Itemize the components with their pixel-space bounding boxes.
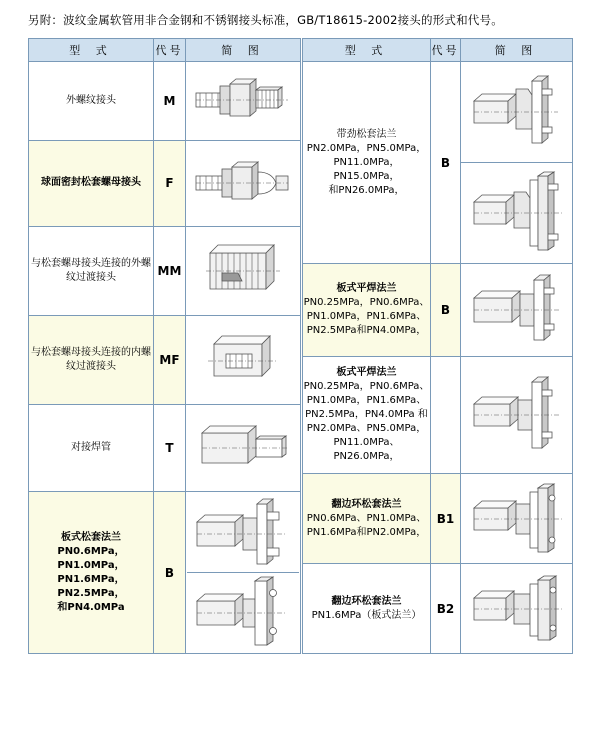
row-name: 对接焊管 <box>29 405 154 492</box>
row-figure <box>186 62 301 141</box>
male-thread-connector-icon <box>186 66 300 136</box>
row-code: B <box>154 492 186 654</box>
row-name: 与松套螺母接头连接的外螺纹过渡接头 <box>29 226 154 315</box>
butt-weld-pipe-icon <box>186 409 300 487</box>
row-code: B1 <box>431 474 461 564</box>
table-row <box>303 564 573 654</box>
row-figure <box>461 264 573 357</box>
right-spec-table <box>302 38 573 654</box>
row-figure <box>461 62 573 163</box>
table-row <box>29 315 301 404</box>
table-row <box>303 62 573 163</box>
female-thread-transition-icon <box>186 320 300 400</box>
right-header-figure: 简 图 <box>461 39 573 62</box>
stub-end-lap-flange-icon <box>461 476 572 562</box>
row-name: 翻边环松套法兰 PN0.6MPa、PN1.0MPa、 PN1.6MPa和PN2.0MPa， <box>303 474 431 564</box>
row-code: F <box>154 140 186 226</box>
row-figure <box>461 163 573 264</box>
plate-lap-joint-flange-icon <box>186 494 300 651</box>
row-figure <box>186 315 301 404</box>
row-name: 外螺纹接头 <box>29 62 154 141</box>
row-name: 与松套螺母接头连接的内螺纹过渡接头 <box>29 315 154 404</box>
table-row <box>29 226 301 315</box>
table-row <box>303 474 573 564</box>
table-row <box>303 264 573 357</box>
male-thread-transition-icon <box>186 231 300 311</box>
stub-end-lap-flange-plate-icon <box>461 566 572 652</box>
row-figure <box>461 564 573 654</box>
table-row <box>29 492 301 654</box>
left-header-code: 代号 <box>154 39 186 62</box>
row-name: 板式平焊法兰 PN0.25MPa，PN0.6MPa、 PN1.0MPa，PN1.6MPa、 PN2.5MPa，PN4.0MPa 和 PN2.0MPa、PN5.0MPa， PN11.0MPa、PN26.0MPa， <box>303 357 431 474</box>
row-figure <box>461 474 573 564</box>
spherical-seal-union-nut-icon <box>186 145 300 221</box>
plate-slip-on-flange-a-icon <box>461 266 572 354</box>
row-code: T <box>154 405 186 492</box>
row-figure <box>186 405 301 492</box>
left-spec-table <box>28 38 301 654</box>
row-code: B2 <box>431 564 461 654</box>
row-name: 板式松套法兰 PN0.6MPa，PN1.0MPa， PN1.6MPa，PN2.5MPa， 和PN4.0MPa <box>29 492 154 654</box>
row-code: B <box>431 62 461 264</box>
row-name: 带劲松套法兰 PN2.0MPa，PN5.0MPa， PN11.0MPa，PN15.0MPa， 和PN26.0MPa， <box>303 62 431 264</box>
row-code: B <box>431 264 461 357</box>
table-row <box>29 62 301 141</box>
tables-container <box>28 38 573 654</box>
table-row <box>303 357 573 474</box>
right-table-header-row <box>303 39 573 62</box>
row-code: MF <box>154 315 186 404</box>
row-name: 球面密封松套螺母接头 <box>29 140 154 226</box>
row-figure <box>461 357 573 474</box>
table-row <box>29 405 301 492</box>
right-header-code: 代号 <box>431 39 461 62</box>
ribbed-lap-flange-a-icon <box>461 65 572 159</box>
table-row <box>29 140 301 226</box>
left-header-type: 型 式 <box>29 39 154 62</box>
row-name: 板式平焊法兰 PN0.25MPa，PN0.6MPa、 PN1.0MPa，PN1.6MPa、 PN2.5MPa和PN4.0MPa， <box>303 264 431 357</box>
ribbed-lap-flange-b-icon <box>461 166 572 260</box>
left-header-figure: 简 图 <box>186 39 301 62</box>
row-code: MM <box>154 226 186 315</box>
row-code <box>431 357 461 474</box>
row-code: M <box>154 62 186 141</box>
row-name: 翻边环松套法兰 PN1.6MPa（板式法兰） <box>303 564 431 654</box>
page-caption: 另附：波纹金属软管用非合金钢和不锈钢接头标准，GB/T18615-2002接头的形式和代号。 <box>28 13 503 27</box>
row-figure <box>186 226 301 315</box>
left-table-header-row <box>29 39 301 62</box>
plate-slip-on-flange-b-icon <box>461 360 572 470</box>
row-figure <box>186 140 301 226</box>
row-figure <box>186 492 301 654</box>
right-header-type: 型 式 <box>303 39 431 62</box>
